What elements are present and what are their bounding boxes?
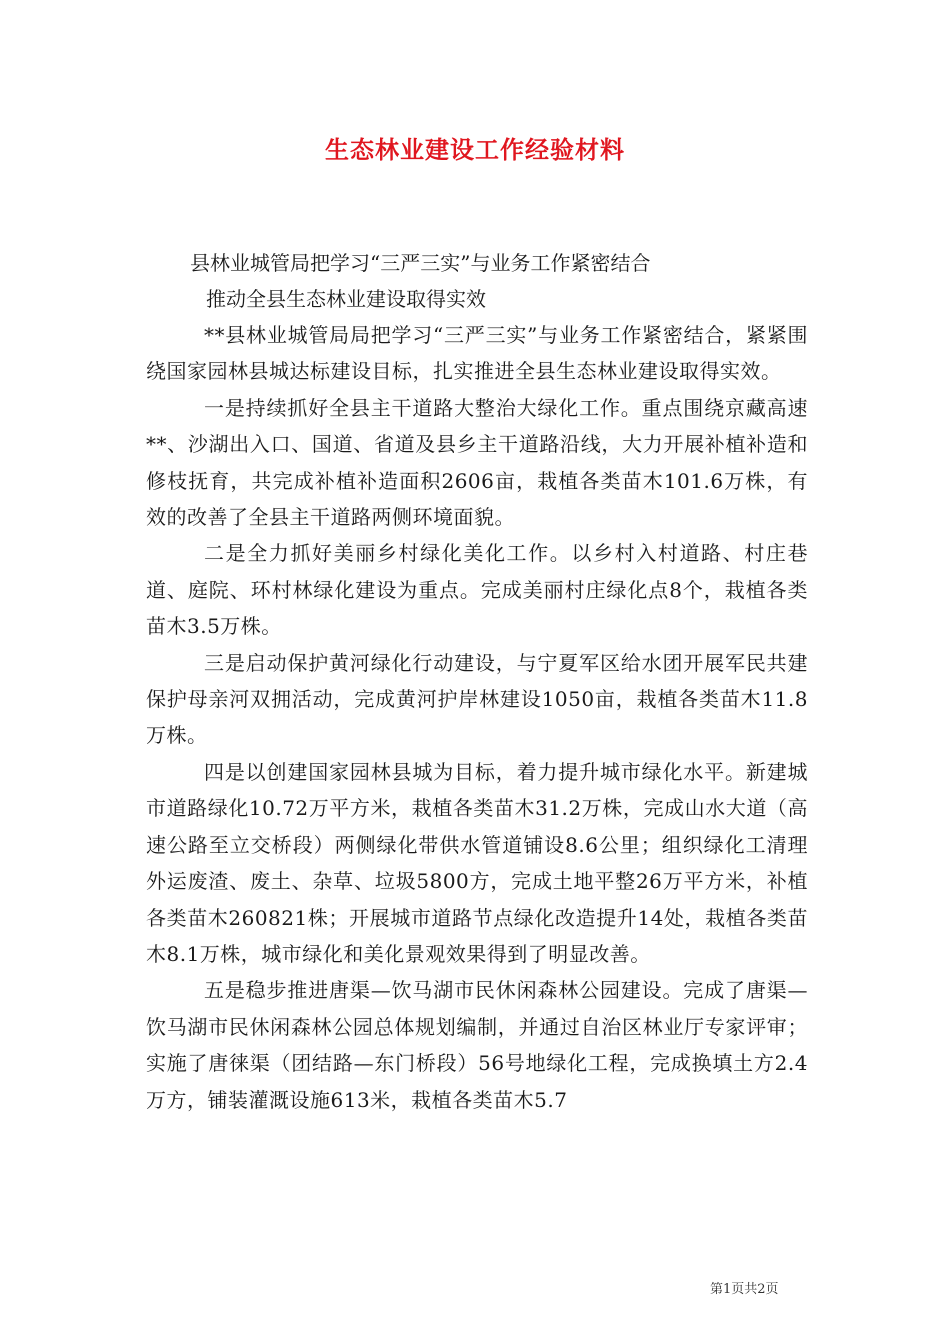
paragraph-5: 五是稳步推进唐渠—饮马湖市民休闲森林公园建设。完成了唐渠—饮马湖市民休闲森林公园总体规划编制，并通过自治区林业厅专家评审；实施了唐徕渠（团结路—东门桥段）56号地绿化工程，完成换填土方2.4万方，铺装灌溉设施613米，栽植各类苗木5.7 xyxy=(146,978,808,1112)
paragraph-4: 四是以创建国家园林县城为目标，着力提升城市绿化水平。新建城市道路绿化10.72万平方米，栽植各类苗木31.2万株，完成山水大道（高速公路至立交桥段）两侧绿化带供水管道铺设8.6公里；组织绿化工清理外运废渣、废土、杂草、垃圾5800方，完成土地平整26万平方米，补植各类苗木260821株；开展城市道路节点绿化改造提升14处，栽植各类苗木8.1万株，城市绿化和美化景观效果得到了明显改善。 xyxy=(146,759,808,966)
paragraph-1: 一是持续抓好全县主干道路大整治大绿化工作。重点围绕京藏高速**、沙湖出入口、国道、省道及县乡主干道路沿线，大力开展补植补造和修枝抚育，共完成补植补造面积2606亩，栽植各类苗木101.6万株，有效的改善了全县主干道路两侧环境面貌。 xyxy=(146,395,808,530)
document-body xyxy=(146,317,808,1118)
paragraph-2: 二是全力抓好美丽乡村绿化美化工作。以乡村入村道路、村庄巷道、庭院、环村林绿化建设为重点。完成美丽村庄绿化点8个，栽植各类苗木3.5万株。 xyxy=(146,541,808,639)
document-title: 生态林业建设工作经验材料 xyxy=(325,135,625,164)
subheading-line-2: 推动全县生态林业建设取得实效 xyxy=(206,287,486,311)
page-number: 第1页共2页 xyxy=(710,1282,779,1297)
paragraph-intro: **县林业城管局局把学习“三严三实”与业务工作紧密结合，紧紧围绕国家园林县城达标建设目标，扎实推进全县生态林业建设取得实效。 xyxy=(146,323,808,384)
subheading-line-1: 县林业城管局把学习“三严三实”与业务工作紧密结合 xyxy=(190,251,651,275)
paragraph-3: 三是启动保护黄河绿化行动建设，与宁夏军区给水团开展军民共建保护母亲河双拥活动，完成黄河护岸林建设1050亩，栽植各类苗木11.8万株。 xyxy=(146,650,808,748)
